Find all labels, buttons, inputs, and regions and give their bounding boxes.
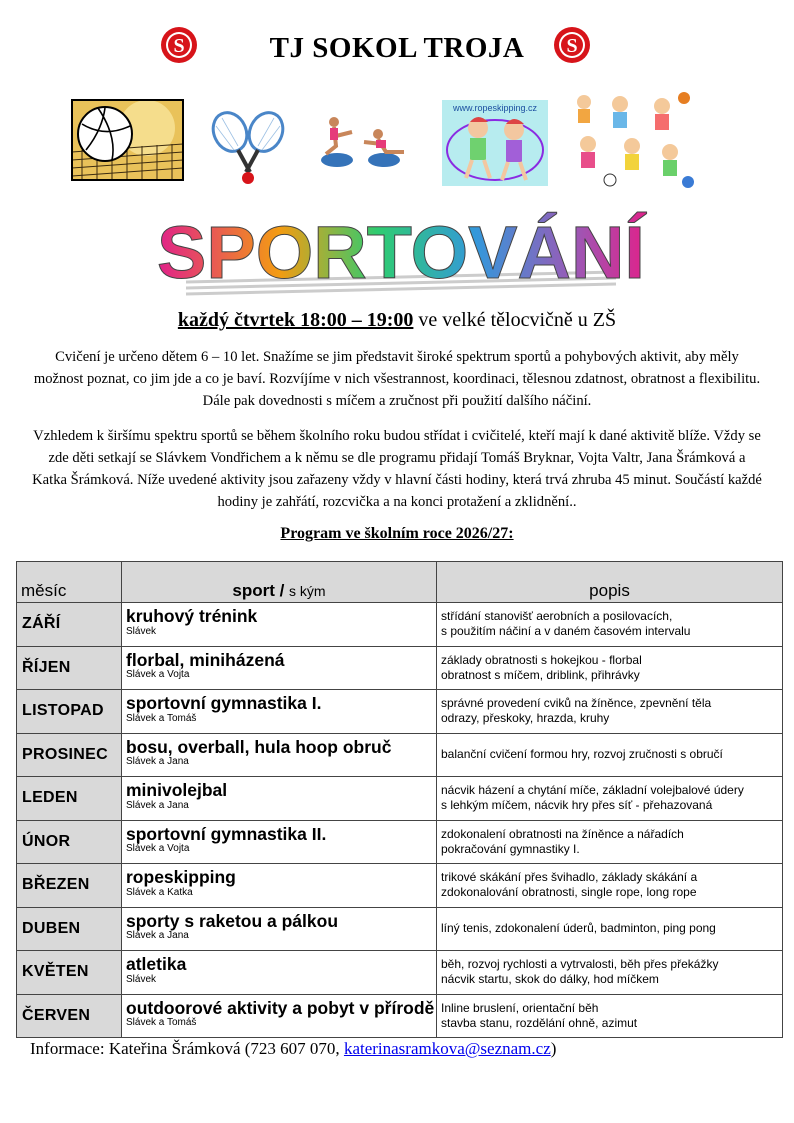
month-cell: ČERVEN	[17, 994, 122, 1038]
sports-pictures	[0, 90, 794, 200]
table-row	[17, 864, 783, 908]
table-row	[17, 646, 783, 690]
description-line: balanční cvičení formou hry, rozvoj zručnosti s obručí	[441, 747, 723, 762]
month-cell: ŘÍJEN	[17, 646, 122, 690]
table-row	[17, 690, 783, 734]
header-description: popis	[437, 562, 783, 603]
volleyball-net-icon	[72, 100, 183, 180]
tennis-rackets-icon	[208, 110, 290, 188]
description-line: obratnost s míčem, driblink, přihrávky	[441, 667, 640, 682]
instructors: Slávek a Jana	[126, 799, 189, 811]
table-row	[17, 907, 783, 951]
sport-name: atletika	[126, 954, 187, 974]
month-cell: LISTOPAD	[17, 690, 122, 734]
sport-name: florbal, miniházená	[126, 649, 285, 670]
table-row	[17, 994, 783, 1038]
instructors: Slávek	[126, 625, 157, 637]
sport-cell	[122, 646, 437, 690]
month-cell: BŘEZEN	[17, 864, 122, 908]
sport-name: minivolejbal	[126, 780, 228, 800]
description-line: Inline bruslení, orientační běh	[441, 1000, 599, 1015]
sport-name: kruhový trénink	[126, 606, 258, 626]
svg-text:S: S	[566, 35, 578, 57]
sport-name: bosu, overball, hula hoop obruč	[126, 736, 392, 757]
month-cell: ZÁŘÍ	[17, 603, 122, 647]
svg-text:SPORTOVÁNÍ: SPORTOVÁNÍ	[157, 211, 645, 294]
schedule-place: ve velké tělocvičně u ZŠ	[413, 309, 617, 331]
org-title: TJ SOKOL TROJA	[269, 32, 525, 64]
month-cell: ÚNOR	[17, 820, 122, 864]
description-line: zdokonalování obratnosti, single rope, long rope	[441, 885, 697, 900]
description-line: základy obratnosti s hokejkou - florbal	[441, 652, 642, 667]
program-heading: Program ve školním roce 2026/27:	[280, 525, 514, 542]
header	[0, 26, 794, 70]
sportovani-banner	[157, 211, 645, 298]
sport-cell	[122, 777, 437, 821]
intro-paragraph-1: Cvičení je určeno dětem 6 – 10 let. Snažíme se jim představit široké spektrum sportů a pohybových aktivit, aby měly možnost poznat, co jim jde a co je baví. Rozvíjíme v nich všestrannost, koordinaci, tělesnou zdatnost, obratnost a flexibilitu. Dále pak dovednosti s míčem a zručnost při použití dalšího náčiní.	[33, 349, 761, 409]
program-table	[16, 561, 783, 1038]
description-cell	[437, 994, 783, 1038]
bosu-exercise-icon	[312, 112, 410, 172]
table-header-row	[17, 562, 783, 603]
instructors: Slávek a Jana	[126, 756, 189, 767]
table-row	[17, 820, 783, 864]
description-cell	[437, 864, 783, 908]
sport-cell	[122, 907, 437, 951]
table-row	[17, 603, 783, 647]
description-line: odrazy, přeskoky, hrazda, kruhy	[441, 711, 610, 726]
instructors: Slávek a Jana	[126, 930, 189, 941]
description-line: s použitím náčiní a v daném časovém intervalu	[441, 624, 691, 639]
description-line: s lehkým míčem, nácvik hry přes síť - přehazovaná	[441, 798, 713, 813]
description-line: střídání stanovišť aerobních a posilovacích,	[441, 609, 673, 624]
svg-text:www.ropeskipping.cz: www.ropeskipping.cz	[452, 103, 538, 113]
sport-name: sportovní gymnastika II.	[126, 823, 327, 844]
instructors: Slávek a Vojta	[126, 843, 190, 854]
instructors: Slávek a Tomáš	[126, 712, 197, 724]
sport-cell	[122, 864, 437, 908]
month-cell: KVĚTEN	[17, 951, 122, 995]
sport-cell	[122, 820, 437, 864]
schedule-time: každý čtvrtek 18:00 – 19:00	[177, 309, 414, 331]
description-cell	[437, 646, 783, 690]
instructors: Slávek a Vojta	[126, 669, 190, 680]
description-cell	[437, 690, 783, 734]
table-row	[17, 777, 783, 821]
description-line: běh, rozvoj rychlosti a vytrvalosti, běh přes překážky	[441, 957, 719, 972]
intro-paragraph-2: Vzhledem k širšímu spektru sportů se během školního roku budou střídat i cvičitelé, kteří mají k dané aktivitě blíže. Vždy se zde děti setkají se Slávkem Vondřichem a k němu se dle programu přidají Tomáš Bryknar, Vojta Valtr, Jana Šrámková a Katka Šrámková. Níže uvedené aktivity jsou zařazeny vždy v hlavní části hodiny, která trvá zhruba 45 minut. Součástí každé hodiny je zahřátí, rozcvička a na konci protažení a zklidnění..	[32, 428, 762, 510]
sport-name: sportovní gymnastika I.	[126, 693, 322, 713]
contact-suffix: )	[550, 1039, 557, 1058]
sport-cell	[122, 951, 437, 995]
ropeskipping-kids-icon	[442, 100, 548, 186]
contact-text: Informace: Kateřina Šrámková (723 607 070,	[30, 1039, 344, 1058]
header-month: měsíc	[17, 562, 122, 603]
description-line: pokračování gymnastiky I.	[441, 841, 580, 856]
header-sport	[122, 562, 437, 603]
description-line: nácvik startu, skok do dálky, hod míčkem	[441, 972, 659, 987]
table-row	[17, 733, 783, 777]
instructors: Slávek a Katka	[126, 886, 193, 898]
description-cell	[437, 603, 783, 647]
description-cell	[437, 951, 783, 995]
description-cell	[437, 733, 783, 777]
instructors: Slávek	[126, 973, 157, 985]
schedule-line	[0, 309, 794, 332]
contact-info	[30, 1039, 556, 1059]
description-cell	[437, 820, 783, 864]
email-link[interactable]: katerinasramkova@seznam.cz	[343, 1039, 551, 1058]
description-line: zdokonalení obratnosti na žíněnce a nářadích	[441, 826, 684, 841]
description-line: trikové skákání přes švihadlo, základy skákání a	[441, 870, 698, 885]
month-cell: DUBEN	[17, 907, 122, 951]
sport-cell	[122, 690, 437, 734]
sport-name: sporty s raketou a pálkou	[126, 910, 339, 931]
sokol-logo-icon	[553, 26, 591, 64]
description-cell	[437, 907, 783, 951]
month-cell: PROSINEC	[17, 733, 122, 777]
description-line: stavba stanu, rozdělání ohně, azimut	[441, 1015, 638, 1030]
table-row	[17, 951, 783, 995]
description-line: líný tenis, zdokonalení úderů, badminton, ping pong	[441, 921, 716, 936]
svg-text:S: S	[173, 35, 185, 57]
kids-playing-sports-icon	[570, 90, 698, 194]
description-cell	[437, 777, 783, 821]
sport-cell	[122, 733, 437, 777]
sport-cell	[122, 603, 437, 647]
sport-name: outdoorové aktivity a pobyt v přírodě	[126, 997, 435, 1018]
header-sport-label: sport /	[232, 581, 290, 600]
instructors: Slávek a Tomáš	[126, 1017, 197, 1028]
sport-name: ropeskipping	[126, 867, 236, 887]
description-line: nácvik házení a chytání míče, základní volejbalové údery	[441, 783, 744, 798]
sport-cell	[122, 994, 437, 1038]
header-with-whom: s kým	[289, 583, 326, 599]
month-cell: LEDEN	[17, 777, 122, 821]
description-line: správné provedení cviků na žíněnce, zpevnění těla	[441, 696, 712, 711]
